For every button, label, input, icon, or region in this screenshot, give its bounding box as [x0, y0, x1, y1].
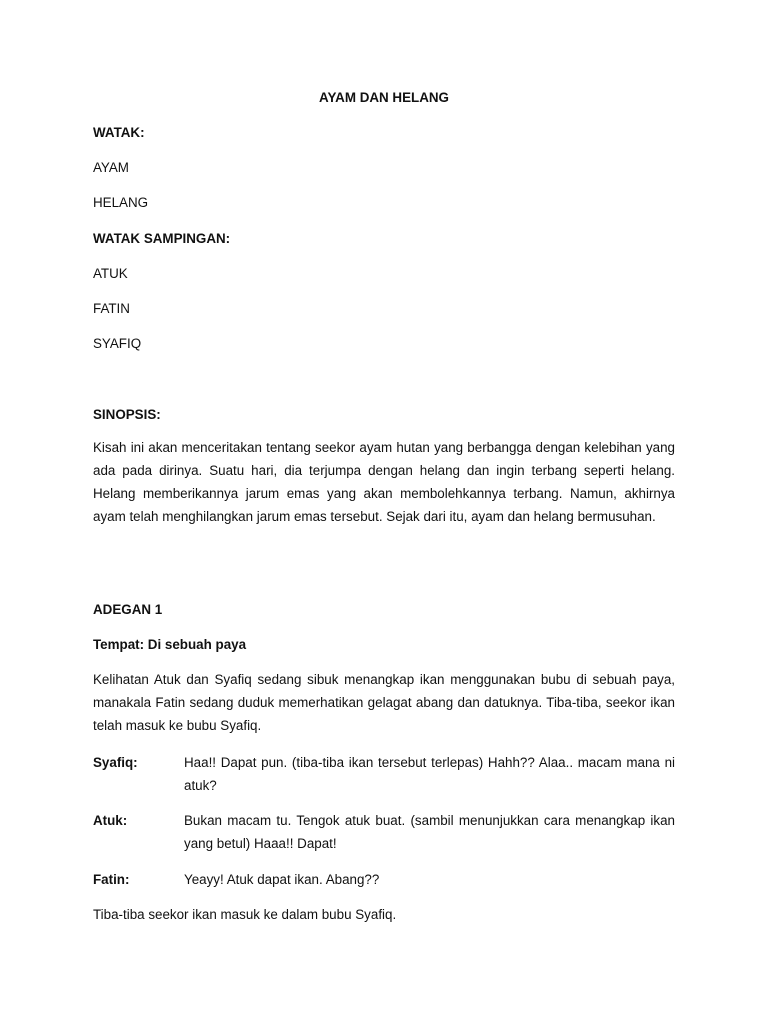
speech-line: Bukan macam tu. Tengok atuk buat. (sambil menunjukkan cara menangkap ikan yang betul) Haaa!! Dapat! [184, 813, 675, 851]
speaker-name: Fatin: [93, 872, 130, 887]
adegan-heading: ADEGAN 1 [93, 602, 163, 617]
speech-line: Yeayy! Atuk dapat ikan. Abang?? [184, 872, 380, 887]
tempat-line: Tempat: Di sebuah paya [93, 637, 247, 652]
scene-intro-paragraph: Kelihatan Atuk dan Syafiq sedang sibuk menangkap ikan menggunakan bubu di sebuah paya, manakala Fatin sedang duduk memerhatikan gelagat abang dan datuknya. Tiba-tiba, seekor ikan telah masuk ke bubu Syafiq. [93, 672, 675, 733]
sinopsis-paragraph: Kisah ini akan menceritakan tentang seekor ayam hutan yang berbangga dengan kelebihan yang ada pada dirinya. Suatu hari, dia terjumpa dengan helang dan ingin terbang seperti helang. Helang memberikannya jarum emas yang akan membolehkannya terbang. Namun, akhirnya ayam telah menghilangkan jarum emas tersebut. Sejak dari itu, ayam dan helang bermusuhan. [93, 440, 675, 524]
document-title: AYAM DAN HELANG [319, 90, 449, 105]
closing-line: Tiba-tiba seekor ikan masuk ke dalam bubu Syafiq. [93, 907, 397, 922]
sinopsis-heading: SINOPSIS: [93, 407, 161, 422]
watak-sampingan-item: ATUK [93, 266, 128, 281]
watak-heading: WATAK: [93, 125, 145, 140]
speech-line: Haa!! Dapat pun. (tiba-tiba ikan tersebut terlepas) Hahh?? Alaa.. macam mana ni atuk? [184, 755, 675, 793]
speaker-name: Atuk: [93, 813, 128, 828]
watak-item: HELANG [93, 195, 149, 210]
watak-sampingan-heading: WATAK SAMPINGAN: [93, 231, 231, 246]
watak-sampingan-item: SYAFIQ [93, 336, 142, 351]
watak-item: AYAM [93, 160, 129, 175]
watak-sampingan-item: FATIN [93, 301, 130, 316]
speaker-name: Syafiq: [93, 755, 138, 770]
